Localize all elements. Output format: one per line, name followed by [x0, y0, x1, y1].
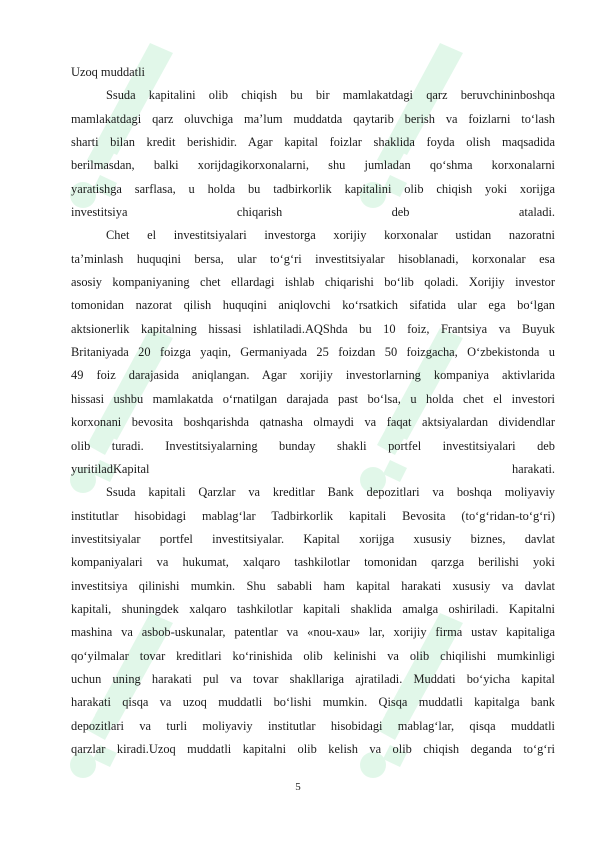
text-line: olib turadi. Investitsiyalarning bunday shakli portfel investitsiyalari deb	[71, 438, 555, 453]
text-line: qo‘yilmalar tovar kreditlari ko‘rinishida olib kelinishi va olib chiqilishi mumkinligi	[71, 648, 555, 663]
document-body	[71, 61, 555, 761]
text-line: mashina va asbob-uskunalar, patentlar va «nou-xau» lar, xorijiy firma ustav kapitaliga	[71, 625, 555, 640]
text-line: institutlar hisobidagi mablag‘lar Tadbirkorlik kapitali Bevosita (to‘g‘ridan-to‘g‘ri)	[71, 508, 555, 523]
text-line: Uzoq muddatli	[71, 65, 145, 79]
text-line: yuritiladKapital harakati.	[71, 461, 555, 476]
paragraph-first-line: Ssuda kapitali Qarzlar va kreditlar Bank depozitlari va boshqa moliyaviy	[106, 485, 555, 500]
page-number: 5	[295, 781, 301, 793]
paragraph-first-line: Ssuda kapitalini olib chiqish bu bir mamlakatdagi qarz beruvchininboshqa	[106, 88, 555, 103]
text-line: yaratishga sarflasa, u holda bu tadbirkorlik kapitalini olib chiqish yoki xorijga	[71, 181, 555, 196]
text-line: uchun uning harakati pul va tovar shakllariga ajratiladi. Muddati bo‘yicha kapital	[71, 671, 555, 686]
text-line: kapitali, shuningdek xalqaro tashkilotlar kapitali shaklida amalga oshiriladi. Kapitalni	[71, 601, 555, 616]
text-line: kompaniyalari va hukumat, xalqaro tashkilotlar tomonidan qarzga berilishi yoki	[71, 555, 555, 570]
text-line: investitsiya qilinishi mumkin. Shu sababli ham kapital harakati xususiy va davlat	[71, 578, 555, 593]
text-line: investitsiya chiqarish deb ataladi.	[71, 205, 555, 220]
text-line: korxonani bevosita boshqarishda qatnasha olmaydi va faqat aktsiyalardan dividendlar	[71, 415, 555, 430]
text-line: aktsionerlik kapitalning hissasi ishlatiladi.AQShda bu 10 foiz, Frantsiya va Buyuk	[71, 321, 555, 336]
text-line: hissasi ushbu mamlakatda o‘rnatilgan darajada past bo‘lsa, u holda chet el investori	[71, 391, 555, 406]
text-line: Britaniyada 20 foizga yaqin, Germaniyada 25 foizdan 50 foizgacha, O‘zbekistonda u	[71, 345, 555, 360]
text-line: investitsiyalar portfel investitsiyalar. Kapital xorijga xususiy biznes, davlat	[71, 531, 555, 546]
text-line: berilmasdan, balki xorijdagikorxonalarni, shu jumladan qo‘shma korxonalarni	[71, 158, 555, 173]
text-line: mamlakatdagi qarz oluvchiga ma’lum muddatda qaytarib berish va foizlarni to‘lash	[71, 111, 555, 126]
text-line: qarzlar kiradi.Uzoq muddatli kapitalni olib kelish va olib chiqish deganda to‘g‘ri	[71, 741, 555, 756]
text-line: harakati qisqa va uzoq muddatli bo‘lishi mumkin. Qisqa muddatli kapitalga bank	[71, 695, 555, 710]
text-line: tomonidan nazorat qilish huquqini aniqlovchi ko‘rsatkich sifatida ular ega bo‘lgan	[71, 298, 555, 313]
text-line: asosiy kompaniyaning chet ellardagi ishlab chiqarishi bo‘lib qoladi. Xorijiy investor	[71, 275, 555, 290]
text-line: sharti bilan kredit berishidir. Agar kapital foizlar shaklida foyda olish maqsadida	[71, 135, 555, 150]
text-line: depozitlari va turli moliyaviy institutlar hisobidagi mablag‘lar, qisqa muddatli	[71, 718, 555, 733]
text-line: 49 foiz darajasida aniqlangan. Agar xorijiy investorlarning kompaniya aktivlarida	[71, 368, 555, 383]
text-line: ta’minlash huquqini bersa, ular to‘g‘ri investitsiyalar hisoblanadi, korxonalar esa	[71, 251, 555, 266]
paragraph-first-line: Chet el investitsiyalari investorga xorijiy korxonalar ustidan nazoratni	[106, 228, 555, 243]
